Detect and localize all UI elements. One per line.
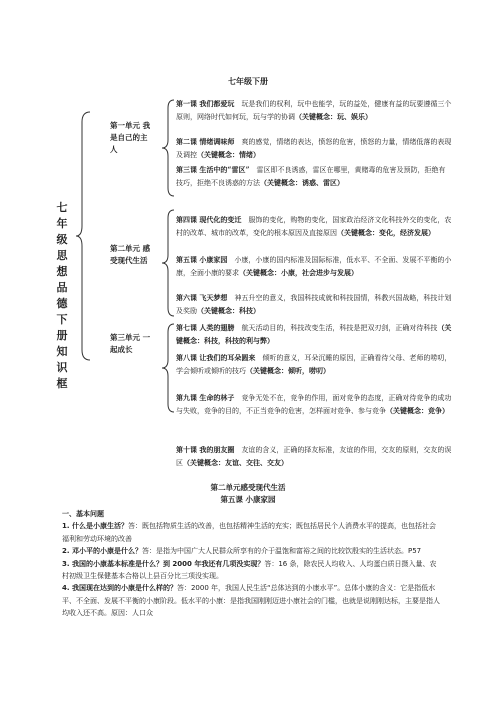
doc-title: 七年级下册 [228,76,268,86]
unit-heading: 第二单元感受现代生活 [210,483,286,492]
unit-1-label: 第一单元 我是自己的主人 [110,121,151,154]
unit-1-brace [160,98,176,198]
qa-item: 1. 什么是小康生活？答：既包括物质生活的改善，也包括精神生活的充实；既包括居民个人消费水平的提高，也包括社会福利和劳动环境的改善 [62,522,436,543]
framework-title: 七年级思想品德下册知识框 [56,201,68,390]
qa-item: 4. 我国现在达到的小康是什么样的？答：2000 年，我国人民生活“总体达到的小康水平”。总体小康的含义：它是指低水平、不全面、发展不平衡的小康阶段。低水平的小康：是指我国刚刚迈进小康社会的门槛，也就是说刚刚达标，主要是指人均收入还不高。原因：人口众 [62,584,440,618]
part-title: 一、基本问题 [62,510,104,518]
lesson-heading: 第五课 小康家园 [220,495,276,504]
lesson-4: 第四课 现代化的变迁 服饰的变化，购物的变化，国家政治经济文化科技外交的变化，农村的改革、城市的改革，变化的根本原因及直接原因（关键概念：变化，经济发展） [176,215,452,237]
lesson-5: 第五课 小康家园 小康，小康的国内标准及国际标准，低水平、不全面、发展不平衡的小康，全面小康的要求（关键概念：小康，社会进步与发展） [176,255,452,277]
lesson-8: 第八课 让我们的耳朵圆来 倾听的意义，耳朵沉睡的原因，正确看待父母、老师的唠叨，学会倾听或倾听的技巧（关键概念：倾听，唠叨） [176,353,452,375]
unit-3-label: 第三单元 一起成长 [110,333,151,354]
main-brace [74,110,94,362]
unit-3-brace [160,322,176,414]
unit-2-brace [160,208,176,318]
lesson-1: 第一课 我们都爱玩 玩是我们的权利，玩中也能学，玩的益处，健康有益的玩要遵循三个原则，网络时代如何玩，玩与学的协调（关键概念：玩、娱乐） [176,99,452,121]
qa-item: 2. 邓小平的小康是什么？答：是指为中国广大人民群众所享有的介于温饱和富裕之间的比较饮殷实的生活状态。P57 [62,547,422,556]
lesson-10: 第十课 我的朋友圈 友谊的含义，正确的择友标准，友谊的作用，交友的原则，交友的误区（关键概念：友谊、交往、交友） [176,445,452,467]
lesson-3: 第三课 生活中的“雷区” 雷区即不良诱惑，雷区在哪里，黄赌毒的危害及预防，拒绝有技巧，拒绝不良诱惑的方法（关键概念：诱惑、雷区） [176,165,446,187]
qa-section [62,508,440,620]
qa-item: 3. 我国的小康基本标准是什么？到 2000 年我还有几项没实现？答：16 条，除农民人均收入、人均蛋白质日摄入量、农村初级卫生保健基本合格以上县百分比三项没实现。 [62,559,437,581]
lesson-9: 第九课 生命的林子 竞争无处不在，竞争的作用，面对竞争的态度，正确对待竞争的成功与失败，竞争的目的，不正当竞争的危害，怎样面对竞争、参与竞争（关键概念：竞争） [176,393,452,415]
unit-2-label: 第二单元 感受现代生活 [110,244,151,265]
lesson-2: 第二课 情绪调味师 爽的感觉，情绪的表达，愤怒的危害，愤怒的力量，情绪低落的表现及调控（关键概念：情绪） [176,137,452,159]
lesson-7: 第七课 人类的翅膀 航天活动目的，科技改变生活，科技是把双刃剑，正确对待科技（关键概念：科技，科技的利与弊） [176,323,452,345]
lesson-6: 第六课 飞天梦想 神五升空的意义，我国科技成就和科技国情，科教兴国战略，科技计划及奖励（关键概念：科技） [176,293,452,315]
